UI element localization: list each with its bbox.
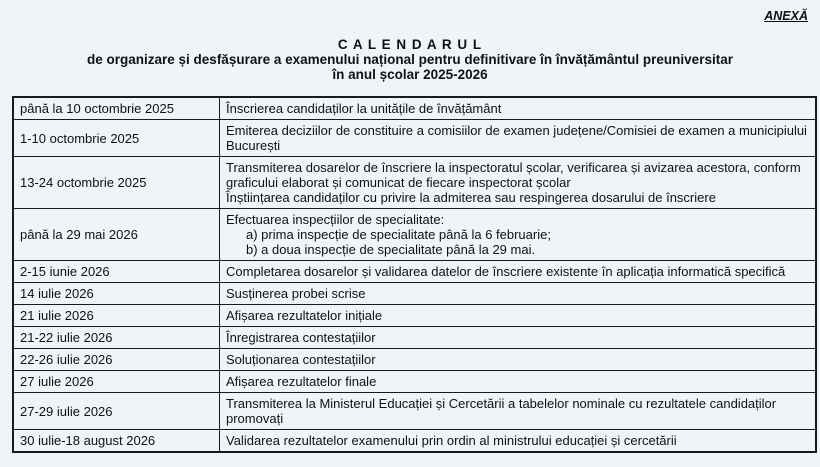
table-row [13,430,816,453]
activity-line: Validarea rezultatelor examenului prin ordin al ministrului educației și cercetării [226,433,677,448]
activity-cell [220,349,817,371]
period-cell: până la 10 octombrie 2025 [13,97,220,120]
period-cell: 13-24 octombrie 2025 [13,157,220,209]
period-cell: 27-29 iulie 2026 [13,393,220,430]
annex-label: ANEXĂ [764,9,808,23]
activity-cell [220,209,817,261]
activity-cell [220,305,817,327]
activity-line: b) a doua inspecție de specialitate până la 29 mai. [246,242,536,257]
activity-line: Transmiterea la Ministerul Educației și Cercetării a tabelelor nominale cu rezultatele candidaților promovați [226,396,777,426]
activity-cell [220,393,817,430]
activity-cell [220,261,817,283]
activity-line: Înscrierea candidaților la unitățile de învățământ [226,101,502,116]
table-row [13,393,816,430]
table-row [13,97,816,120]
table-row [13,209,816,261]
table-row [13,120,816,157]
activity-line: Soluționarea contestațiilor [226,352,376,367]
activity-cell [220,371,817,393]
table-row [13,305,816,327]
activity-line: Susținerea probei scrise [226,286,366,301]
activity-cell [220,430,817,453]
activity-cell [220,157,817,209]
activity-line: Transmiterea dosarelor de înscriere la inspectoratul școlar, verificarea și avizarea acestora, conform graficului elaborat și comunicat de fiecare inspectorat școlar [226,160,801,190]
table-row [13,157,816,209]
activity-line: Completarea dosarelor și validarea datelor de înscriere existente în aplicația informatică specifică [226,264,786,279]
activity-line: Înștiințarea candidaților cu privire la admiterea sau respingerea dosarului de înscriere [226,190,716,205]
document-subtitle-line2: în anul școlar 2025-2026 [332,67,488,82]
activity-line: Afișarea rezultatelor finale [226,374,377,389]
activity-cell [220,327,817,349]
calendar-table [12,96,817,453]
table-row [13,349,816,371]
activity-cell [220,283,817,305]
period-cell: 2-15 iunie 2026 [13,261,220,283]
title-block [10,37,810,82]
activity-line: Emiterea deciziilor de constituire a comisiilor de examen județene/Comisiei de examen a municipiului București [226,123,807,153]
period-cell: 14 iulie 2026 [13,283,220,305]
period-cell: 21-22 iulie 2026 [13,327,220,349]
activity-line: Afișarea rezultatelor inițiale [226,308,383,323]
table-row [13,327,816,349]
table-row [13,283,816,305]
period-cell: 21 iulie 2026 [13,305,220,327]
period-cell: 22-26 iulie 2026 [13,349,220,371]
activity-cell [220,97,817,120]
period-cell: până la 29 mai 2026 [13,209,220,261]
period-cell: 27 iulie 2026 [13,371,220,393]
activity-line: Înregistrarea contestațiilor [226,330,376,345]
document-title: C A L E N D A R U L [337,37,483,52]
period-cell: 30 iulie-18 august 2026 [13,430,220,453]
activity-cell [220,120,817,157]
activity-line: Efectuarea inspecțiilor de specialitate: [226,212,445,227]
document-subtitle-line1: de organizare și desfășurare a examenului național pentru definitivare în învățământul preuniversitar [87,52,733,67]
table-row [13,261,816,283]
activity-line: a) prima inspecție de specialitate până la 6 februarie; [246,227,551,242]
period-cell: 1-10 octombrie 2025 [13,120,220,157]
table-row [13,371,816,393]
